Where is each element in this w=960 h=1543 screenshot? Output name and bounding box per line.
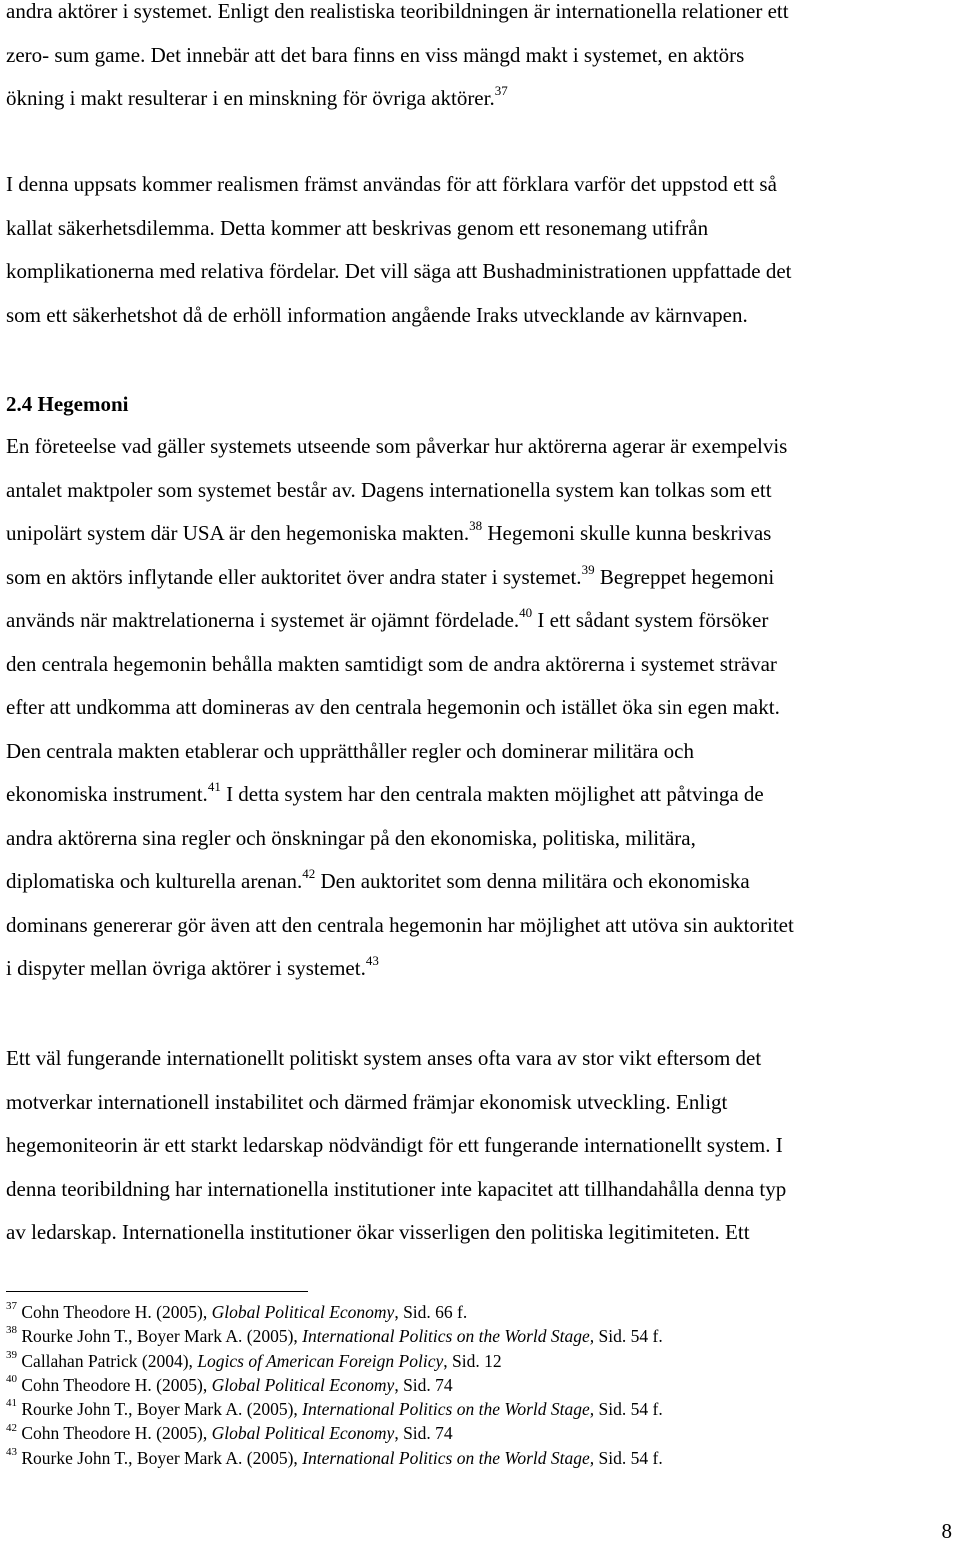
footnote-author: Rourke John T., Boyer Mark A. (2005), bbox=[21, 1326, 303, 1347]
footnote-ref: 37 bbox=[494, 83, 508, 98]
page-number: 8 bbox=[941, 1519, 952, 1543]
footnotes bbox=[6, 1300, 663, 1470]
footnote-title: Global Political Economy bbox=[211, 1302, 395, 1322]
text-segment: i dispyter mellan övriga aktörer i systemet. bbox=[6, 956, 366, 980]
footnote-title: Global Political Economy bbox=[211, 1423, 395, 1444]
text-segment: som en aktörs inflytande eller auktoritet över andra stater i systemet. bbox=[6, 564, 582, 589]
text-line: av ledarskap. Internationella institutioner ökar visserligen den politiska legitimiteten. Ett bbox=[6, 1220, 750, 1244]
text-segment: Hegemoni skulle kunna beskrivas bbox=[482, 521, 772, 545]
footnote-author: Cohn Theodore H. (2005), bbox=[21, 1423, 212, 1444]
text-line: efter att undkomma att domineras av den centrala hegemonin och istället öka sin egen makt. bbox=[6, 695, 780, 719]
footnote-ref: 41 bbox=[207, 779, 221, 794]
text-line: som ett säkerhetshot då de erhöll information angående Iraks utvecklande av kärnvapen. bbox=[6, 302, 748, 327]
footnote-43 bbox=[6, 1446, 663, 1470]
footnote-title: Logics of American Foreign Policy bbox=[197, 1350, 444, 1371]
text-segment: unipolärt system där USA är den hegemoniska makten. bbox=[6, 521, 470, 545]
footnote-number: 40 bbox=[6, 1373, 17, 1386]
text-line: zero- sum game. Det innebär att det bara finns en viss mängd makt i systemet, en aktörs bbox=[6, 42, 745, 67]
paragraph-hegemony bbox=[6, 425, 794, 991]
text-line bbox=[6, 773, 794, 817]
text-line: komplikationerna med relativa fördelar. Det vill säga att Bushadministrationen uppfattade det bbox=[6, 259, 792, 283]
footnote-ref: 40 bbox=[519, 605, 533, 620]
text-line: den centrala hegemonin behålla makten samtidigt som de andra aktörerna i systemet strävar bbox=[6, 651, 777, 676]
text-segment: används när maktrelationerna i systemet är ojämnt fördelade. bbox=[6, 608, 520, 632]
text-line: dominans genererar gör även att den centrala hegemonin har möjlighet att utöva sin auktoritet bbox=[6, 912, 794, 937]
text-line bbox=[6, 947, 794, 991]
text-line bbox=[6, 556, 794, 600]
footnote-ref: 38 bbox=[469, 518, 483, 533]
text-line: Ett väl fungerande internationellt politiskt system anses ofta vara av stor vikt eftersom det bbox=[6, 1046, 762, 1070]
text-line bbox=[6, 512, 794, 556]
footnote-author: Cohn Theodore H. (2005), bbox=[21, 1374, 212, 1395]
footnote-ref: 43 bbox=[365, 953, 379, 968]
footnote-page: Sid. 54 f. bbox=[594, 1447, 663, 1468]
text-line: antalet maktpoler som systemet består av. Dagens internationella system kan tolkas som ett bbox=[6, 477, 772, 502]
footnote-ref: 39 bbox=[581, 561, 595, 577]
footnote-title: International Politics on the World Stage, bbox=[302, 1326, 595, 1347]
footnote-number: 41 bbox=[6, 1397, 17, 1410]
footnote-number: 43 bbox=[6, 1445, 17, 1458]
footnote-author: Rourke John T., Boyer Mark A. (2005), bbox=[21, 1447, 303, 1468]
footnote-ref: 42 bbox=[302, 866, 316, 881]
text-segment: I detta system har den centrala makten möjlighet att påtvinga de bbox=[220, 782, 764, 806]
paragraph-realism-zero-sum bbox=[6, 0, 789, 121]
footnote-separator bbox=[6, 1291, 308, 1292]
text-line: andra aktörer i systemet. Enligt den realistiska teoribildningen är internationella relationer ett bbox=[6, 0, 789, 23]
footnote-number: 38 bbox=[6, 1324, 17, 1337]
footnote-page: , Sid. 12 bbox=[443, 1350, 502, 1371]
footnote-title: International Politics on the World Stage, bbox=[302, 1399, 595, 1420]
text-line bbox=[6, 599, 794, 643]
text-segment: ekonomiska instrument. bbox=[6, 782, 208, 806]
text-line bbox=[6, 860, 794, 904]
text-line: I denna uppsats kommer realismen främst användas för att förklara varför det uppstod ett så bbox=[6, 172, 777, 196]
text-segment: I ett sådant system försöker bbox=[532, 608, 769, 632]
text-line: andra aktörerna sina regler och önskningar på den ekonomiska, politiska, militära, bbox=[6, 825, 696, 850]
footnote-title: Global Political Economy bbox=[211, 1374, 395, 1395]
text-line: motverkar internationell instabilitet och därmed främjar ekonomisk utveckling. Enligt bbox=[6, 1089, 728, 1114]
footnote-author: Rourke John T., Boyer Mark A. (2005), bbox=[21, 1399, 303, 1420]
text-segment: ökning i makt resulterar i en minskning för övriga aktörer. bbox=[6, 86, 495, 110]
footnote-page: Sid. 54 f. bbox=[594, 1399, 663, 1420]
footnote-page: , Sid. 74 bbox=[394, 1374, 453, 1395]
text-segment: diplomatiska och kulturella arenan. bbox=[6, 869, 303, 893]
footnote-title: International Politics on the World Stage, bbox=[302, 1447, 595, 1468]
text-line: kallat säkerhetsdilemma. Detta kommer att beskrivas genom ett resonemang utifrån bbox=[6, 215, 709, 240]
text-line: Den centrala makten etablerar och upprätthåller regler och dominerar militära och bbox=[6, 738, 694, 763]
text-line: denna teoribildning har internationella institutioner inte kapacitet att tillhandahålla denna typ bbox=[6, 1176, 787, 1201]
footnote-40 bbox=[6, 1373, 663, 1397]
text-segment: Begreppet hegemoni bbox=[594, 564, 775, 589]
footnote-number: 37 bbox=[6, 1300, 17, 1313]
footnote-page: Sid. 54 f. bbox=[594, 1326, 663, 1347]
paragraph-hegemonic-stability bbox=[6, 1037, 786, 1255]
paragraph-security-dilemma bbox=[6, 163, 792, 337]
text-segment: Den auktoritet som denna militära och ekonomiska bbox=[315, 869, 750, 893]
footnote-42 bbox=[6, 1421, 663, 1445]
text-line: hegemoniteorin är ett starkt ledarskap nödvändigt för ett fungerande internationellt system. I bbox=[6, 1133, 783, 1157]
text-line: En företeelse vad gäller systemets utseende som påverkar hur aktörerna agerar är exempelvis bbox=[6, 434, 788, 458]
footnote-41 bbox=[6, 1397, 663, 1421]
footnote-number: 39 bbox=[6, 1348, 17, 1361]
footnote-38 bbox=[6, 1324, 663, 1348]
footnote-author: Cohn Theodore H. (2005), bbox=[21, 1302, 212, 1322]
footnote-number: 42 bbox=[6, 1421, 17, 1434]
footnote-page: , Sid. 74 bbox=[394, 1423, 453, 1444]
section-heading: 2.4 Hegemoni bbox=[6, 392, 129, 416]
footnote-37 bbox=[6, 1300, 663, 1324]
footnote-page: , Sid. 66 f. bbox=[394, 1302, 468, 1322]
footnote-author: Callahan Patrick (2004), bbox=[21, 1350, 198, 1371]
footnote-39 bbox=[6, 1349, 663, 1373]
text-line bbox=[6, 77, 789, 121]
